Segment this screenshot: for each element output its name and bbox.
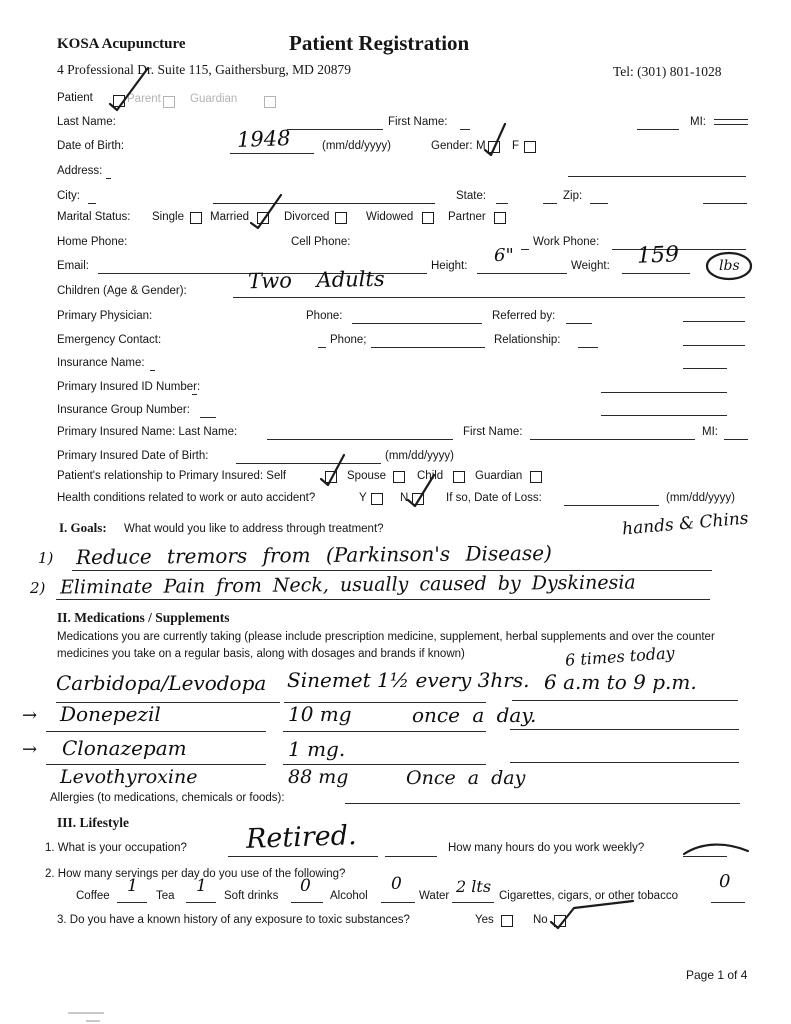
emergency-extra-line (683, 345, 745, 346)
checkbox-accident-n (412, 493, 424, 505)
patient-label: Patient (57, 92, 93, 104)
state-label: State: (456, 190, 487, 202)
medication-4-frequency: Once a day (406, 767, 526, 789)
goals-question: What would you like to address through treatment? (124, 523, 384, 535)
goal-2-number: 2) (30, 579, 46, 597)
city-stub (88, 203, 96, 204)
insured-dob-line (236, 463, 381, 464)
relationship-label: Relationship: (494, 334, 561, 346)
referred-by-label: Referred by: (492, 310, 556, 322)
single-label: Single (152, 211, 184, 223)
tea-label: Tea (156, 890, 175, 902)
checkbox-child (453, 471, 465, 483)
medication-3-name-line (46, 764, 266, 765)
city-line (213, 203, 435, 204)
medication-1-frequency-line (512, 700, 738, 701)
checkbox-widowed (422, 212, 434, 224)
medications-heading: II. Medications / Supplements (57, 610, 230, 625)
occupation-stub-line (385, 856, 437, 857)
insured-dob-label: Primary Insured Date of Birth: (57, 450, 209, 462)
insured-first-label: First Name: (463, 426, 523, 438)
weight-handwritten-value: 159 (636, 242, 680, 269)
gender-label: Gender: (431, 140, 473, 152)
tea-handwritten-value: 1 (196, 876, 207, 896)
accident-n-label: N (400, 492, 409, 504)
medications-description: Medications you are currently taking (please include prescription medicine, supplement, herbal supplements and over the counter medicines you take on a regular basis, along with dosages and brands if known) (57, 631, 715, 660)
referred-by-line (566, 323, 592, 324)
toxic-no-label: No (533, 914, 548, 926)
goal-1-handwritten: Reduce tremors from (Parkinson's Disease) (75, 540, 552, 570)
parent-label: Parent (127, 93, 161, 105)
page-title: Patient Registration (289, 31, 470, 55)
medication-3-arrow: → (22, 739, 38, 760)
gender-m-label: M (476, 140, 486, 152)
work-phone-line (612, 249, 746, 250)
insured-name-label: Primary Insured Name: Last Name: (57, 426, 238, 438)
address-line (568, 176, 746, 177)
guardian-rel-label: Guardian (475, 470, 523, 482)
checkbox-single (190, 212, 202, 224)
checkbox-divorced (335, 212, 347, 224)
lifestyle-heading: III. Lifestyle (57, 815, 129, 830)
goals-heading: I. Goals: (59, 520, 107, 535)
clinic-address: 4 Professional Dr. Suite 115, Gaithersburg, MD 20879 (57, 62, 351, 77)
medication-1-dose: Sinemet 1½ every 3hrs. (287, 668, 530, 692)
medication-4-name: Levothyroxine (60, 766, 198, 788)
married-label: Married (210, 211, 249, 223)
insurance-name-line (683, 368, 727, 369)
group-number-stub (200, 417, 216, 418)
insurance-name-label: Insurance Name: (57, 357, 145, 369)
checkbox-partner (494, 212, 506, 224)
toxic-yes-label: Yes (475, 914, 494, 926)
insured-id-stub (192, 394, 197, 395)
tea-line (186, 902, 216, 903)
checkbox-guardian (264, 96, 276, 108)
scan-artifact-mark (68, 1012, 104, 1014)
dob-handwritten-value: 1948 (236, 126, 291, 152)
water-label: Water (419, 890, 450, 902)
allergies-label: Allergies (to medications, chemicals or foods): (50, 792, 285, 804)
alcohol-line (381, 902, 415, 903)
emergency-phone-label: Phone; (330, 334, 367, 346)
scan-artifact-mark-2 (86, 1020, 100, 1022)
physician-extra-line (683, 321, 745, 322)
soft-drinks-label: Soft drinks (224, 890, 279, 902)
coffee-handwritten-value: 1 (127, 876, 138, 896)
spouse-label: Spouse (347, 470, 387, 482)
marital-label: Marital Status: (57, 211, 131, 223)
insured-id-line (601, 392, 727, 393)
tobacco-line (711, 902, 745, 903)
height-line (477, 273, 567, 274)
checkbox-patient (113, 95, 125, 107)
alcohol-label: Alcohol (330, 890, 368, 902)
checkbox-accident-y (371, 493, 383, 505)
coffee-line (117, 902, 147, 903)
widowed-label: Widowed (366, 211, 414, 223)
water-handwritten-value: 2 lts (456, 877, 492, 896)
state-line (496, 203, 508, 204)
clinic-name: KOSA Acupuncture (57, 36, 186, 52)
coffee-label: Coffee (76, 890, 110, 902)
allergies-line (345, 803, 740, 804)
tobacco-label: Cigarettes, cigars, or other tobacco (499, 890, 678, 902)
goal-2-handwritten: Eliminate Pain from Neck, usually caused by Dyskinesia (59, 571, 636, 599)
toxic-question: 3. Do you have a known history of any exposure to toxic substances? (57, 914, 410, 926)
checkbox-toxic-yes (501, 915, 513, 927)
zip-stub (543, 203, 557, 204)
medication-annotation-handwritten: 6 times today (564, 643, 676, 670)
group-number-line (601, 415, 727, 416)
accident-y-label: Y (359, 492, 367, 504)
occupation-question: 1. What is your occupation? (45, 842, 187, 854)
city-label: City: (57, 190, 80, 202)
child-label: Child (417, 470, 444, 482)
date-of-loss-format: (mm/dd/yyyy) (666, 492, 735, 504)
checkbox-self (325, 471, 337, 483)
checkbox-gender-f (524, 141, 536, 153)
physician-label: Primary Physician: (57, 310, 153, 322)
medication-3-name: Clonazepam (62, 736, 187, 760)
cell-phone-label: Cell Phone: (291, 236, 351, 248)
weekly-hours-line (683, 856, 727, 857)
zip-line (590, 203, 608, 204)
mi-line (714, 119, 748, 125)
soft-drinks-handwritten-value: 0 (300, 876, 311, 896)
last-name-label: Last Name: (57, 116, 116, 128)
weight-label: Weight: (571, 260, 610, 272)
medication-1-name: Carbidopa/Levodopa (56, 671, 267, 695)
emergency-label: Emergency Contact: (57, 334, 162, 346)
relationship-to-insured-label: Patient's relationship to Primary Insured: Self (57, 470, 287, 482)
work-phone-stub (521, 249, 529, 250)
address-label: Address: (57, 165, 103, 177)
medication-2-arrow: → (22, 705, 38, 726)
alcohol-handwritten-value: 0 (391, 874, 402, 894)
clinic-phone: Tel: (301) 801-1028 (613, 64, 722, 79)
divorced-label: Divorced (284, 211, 330, 223)
mi-label: MI: (690, 116, 706, 128)
medication-2-dose: 10 mg (288, 702, 352, 726)
checkbox-parent (163, 96, 175, 108)
medication-2-frequency-line (510, 729, 739, 730)
name-extra-line (637, 129, 679, 130)
tobacco-handwritten-value: 0 (719, 871, 731, 892)
zip-label: Zip: (563, 190, 583, 202)
gender-f-label: F (512, 140, 520, 152)
email-label: Email: (57, 260, 89, 272)
height-handwritten-value: 6" (494, 245, 514, 266)
water-line (452, 902, 494, 903)
medication-2-name-line (46, 731, 266, 732)
date-of-loss-line (564, 505, 659, 506)
checkbox-gender-m (488, 141, 500, 153)
medication-2-dose-line (283, 731, 486, 732)
address-stub (106, 178, 111, 179)
insurance-name-stub (150, 370, 155, 371)
medication-2-frequency: once a day. (412, 703, 537, 727)
occupation-handwritten-answer: Retired. (245, 820, 358, 855)
physician-phone-label: Phone: (306, 310, 343, 322)
children-handwritten-value: Two Adults (247, 266, 385, 294)
first-name-line (460, 129, 470, 130)
medication-3-dose: 1 mg. (288, 737, 346, 761)
emergency-phone-line (371, 347, 485, 348)
medication-3-dose-line (283, 764, 486, 765)
accident-label: Health conditions related to work or auto accident? (57, 492, 316, 504)
relationship-line (578, 347, 598, 348)
city-extra-line (703, 203, 747, 204)
dob-label: Date of Birth: (57, 140, 125, 152)
insured-id-label: Primary Insured ID Number: (57, 381, 201, 393)
insured-first-line (530, 439, 695, 440)
dob-format-hint: (mm/dd/yyyy) (322, 140, 391, 152)
height-label: Height: (431, 260, 468, 272)
insured-last-line (267, 439, 453, 440)
date-of-loss-label: If so, Date of Loss: (446, 492, 542, 504)
goal-1-number: 1) (38, 549, 54, 567)
physician-phone-line (352, 323, 482, 324)
weight-line (622, 273, 690, 274)
goals-annotation-handwritten: hands & Chins (621, 508, 750, 540)
guardian-label: Guardian (190, 93, 238, 105)
insured-dob-format: (mm/dd/yyyy) (385, 450, 454, 462)
last-name-line (287, 129, 383, 130)
servings-question: 2. How many servings per day do you use of the following? (45, 868, 346, 880)
insured-mi-line (724, 439, 748, 440)
weight-unit-circled: lbs (719, 258, 740, 274)
checkbox-toxic-no (554, 915, 566, 927)
group-number-label: Insurance Group Number: (57, 404, 190, 416)
dob-line (230, 153, 314, 154)
checkbox-married (257, 212, 269, 224)
medication-2-name: Donepezil (60, 702, 161, 726)
occupation-line (228, 856, 378, 857)
medication-3-frequency-line (510, 762, 739, 763)
checkbox-spouse (393, 471, 405, 483)
goal-2-line (56, 599, 710, 600)
medication-4-dose: 88 mg (288, 766, 349, 788)
page-number: Page 1 of 4 (686, 968, 748, 982)
first-name-label: First Name: (388, 116, 448, 128)
checkbox-guardian-rel (530, 471, 542, 483)
weekly-hours-curve-mark (684, 845, 748, 854)
medication-1-frequency: 6 a.m to 9 p.m. (544, 670, 697, 694)
partner-label: Partner (448, 211, 486, 223)
children-line (233, 297, 745, 298)
weekly-hours-question: How many hours do you work weekly? (448, 842, 645, 854)
work-phone-label: Work Phone: (533, 236, 600, 248)
soft-drinks-line (291, 902, 323, 903)
home-phone-label: Home Phone: (57, 236, 128, 248)
emergency-stub (318, 347, 326, 348)
insured-mi-label: MI: (702, 426, 718, 438)
children-label: Children (Age & Gender): (57, 285, 187, 297)
